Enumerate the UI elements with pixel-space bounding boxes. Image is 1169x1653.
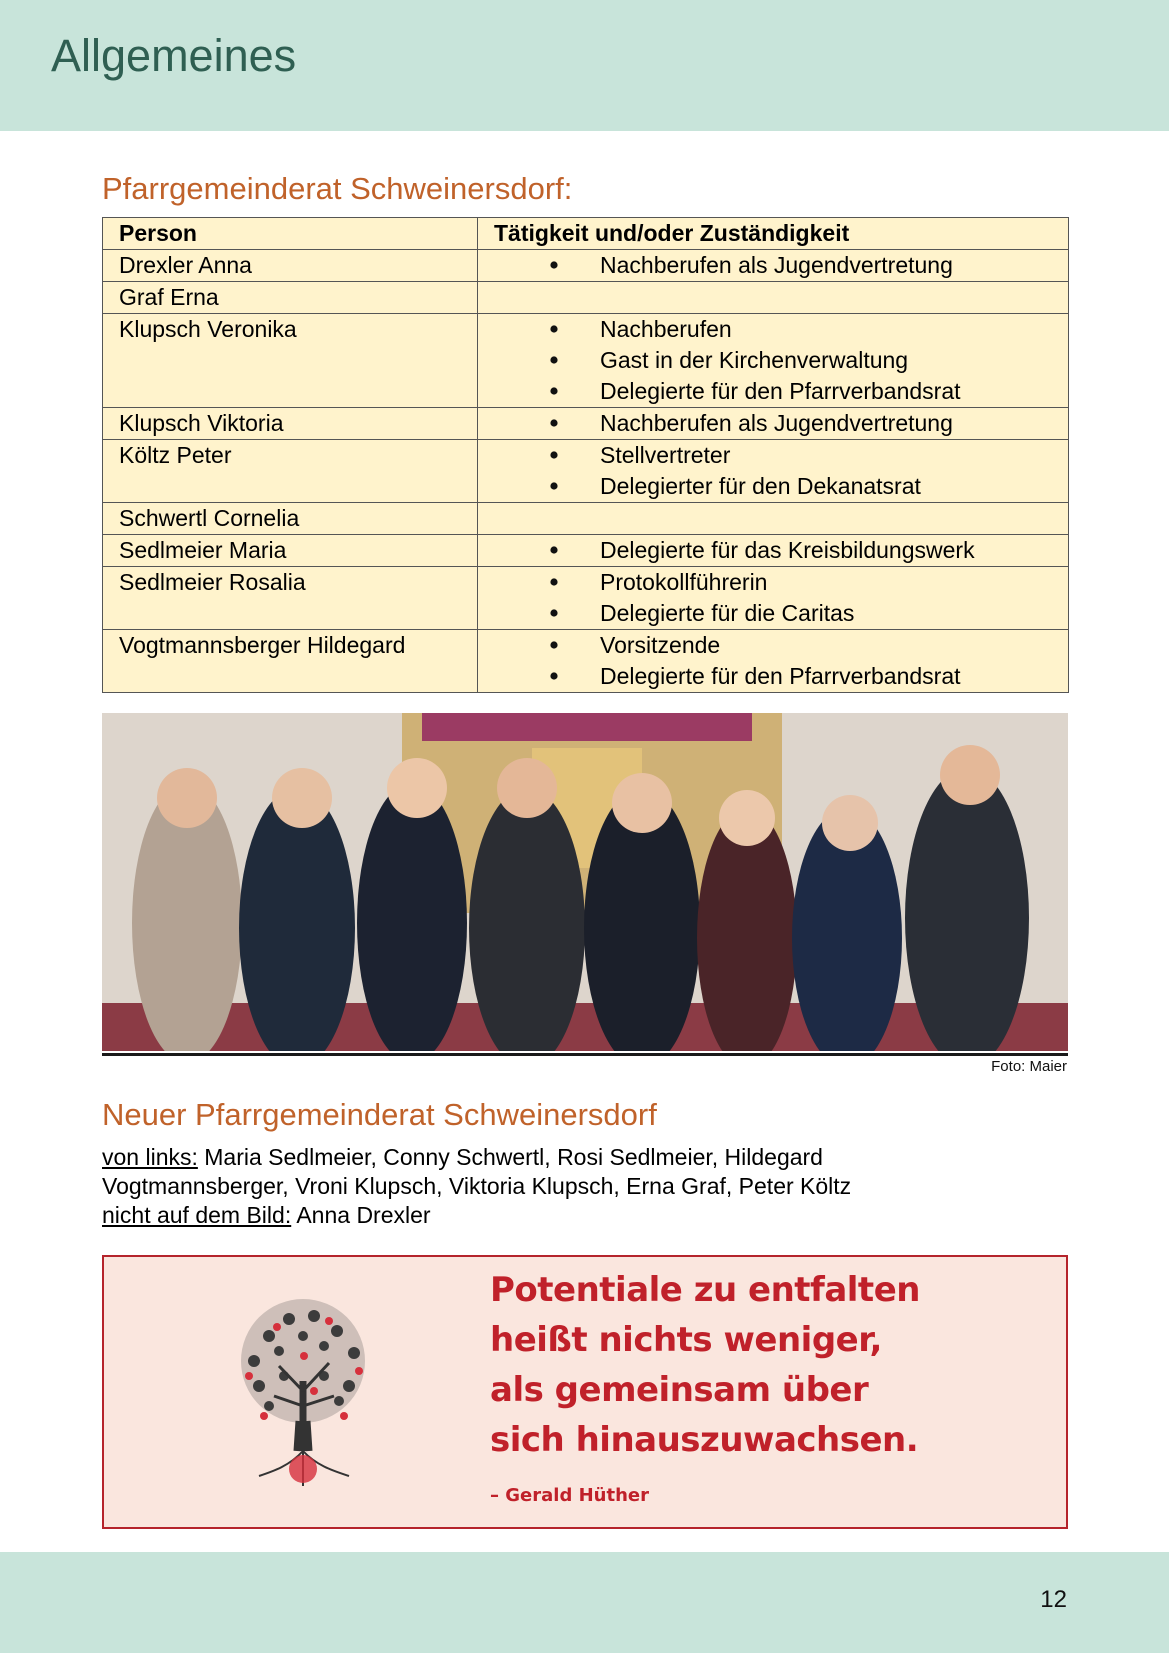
table-row: [103, 535, 1069, 567]
duty-text: Delegierte für das Kreisbildungswerk: [600, 537, 975, 563]
bullet-icon: [550, 641, 557, 648]
duty-item: [494, 661, 1068, 692]
duties-cell: [478, 440, 1069, 503]
duty-item: [494, 376, 1068, 407]
duty-item: [494, 598, 1068, 629]
duty-item: [494, 567, 1068, 598]
person-cell: Klupsch Veronika: [103, 314, 478, 408]
duty-item: [494, 408, 1068, 439]
table-row: [103, 250, 1069, 282]
table-row: [103, 630, 1069, 693]
quote-line: als gemeinsam über: [490, 1370, 869, 1410]
table-row: [103, 282, 1069, 314]
council-table-body: [103, 250, 1069, 693]
person-cell: Sedlmeier Maria: [103, 535, 478, 567]
bullet-icon: [550, 325, 557, 332]
footer-band: [0, 1552, 1169, 1653]
bullet-icon: [550, 578, 557, 585]
duties-cell: [478, 503, 1069, 535]
person-cell: Sedlmeier Rosalia: [103, 567, 478, 630]
council-table: [102, 217, 1069, 693]
duty-text: Nachberufen: [600, 316, 732, 342]
bullet-icon: [550, 672, 557, 679]
duties-cell: [478, 567, 1069, 630]
tree-icon: [219, 1291, 387, 1491]
duty-text: Stellvertreter: [600, 442, 731, 468]
caption-absent-text: Anna Drexler: [291, 1202, 431, 1228]
duty-item: [494, 471, 1068, 502]
duty-text: Protokollführerin: [600, 569, 768, 595]
bullet-icon: [550, 546, 557, 553]
group-photo: [102, 713, 1068, 1051]
table-header-row: [103, 218, 1069, 250]
duties-cell: [478, 282, 1069, 314]
duty-item: [494, 535, 1068, 566]
quote-author: – Gerald Hüther: [490, 1485, 649, 1506]
page-header-title: Allgemeines: [51, 30, 297, 81]
bullet-icon: [550, 419, 557, 426]
person-cell: Költz Peter: [103, 440, 478, 503]
caption-title: Neuer Pfarrgemeinderat Schweinersdorf: [102, 1097, 657, 1132]
person-cell: Schwertl Cornelia: [103, 503, 478, 535]
duties-cell: [478, 535, 1069, 567]
duty-text: Nachberufen als Jugendvertretung: [600, 410, 953, 436]
column-header-person: Person: [103, 218, 478, 250]
bullet-icon: [550, 609, 557, 616]
bullet-icon: [550, 482, 557, 489]
duty-item: [494, 630, 1068, 661]
bullet-icon: [550, 451, 557, 458]
duties-cell: [478, 314, 1069, 408]
duties-cell: [478, 408, 1069, 440]
duty-text: Delegierte für den Pfarrverbandsrat: [600, 663, 961, 689]
quote-box: [102, 1255, 1068, 1529]
person-cell: Drexler Anna: [103, 250, 478, 282]
duties-cell: [478, 630, 1069, 693]
duty-item: [494, 345, 1068, 376]
column-header-duties: Tätigkeit und/oder Zuständigkeit: [478, 218, 1069, 250]
quote-text: [490, 1265, 1050, 1465]
duty-item: [494, 250, 1068, 281]
person-cell: Graf Erna: [103, 282, 478, 314]
duty-text: Delegierte für den Pfarrverbandsrat: [600, 378, 961, 404]
table-row: [103, 503, 1069, 535]
person-cell: Klupsch Viktoria: [103, 408, 478, 440]
duty-text: Vorsitzende: [600, 632, 721, 658]
table-row: [103, 408, 1069, 440]
duty-text: Gast in der Kirchenverwaltung: [600, 347, 909, 373]
quote-line: heißt nichts weniger,: [490, 1320, 882, 1360]
person-cell: Vogtmannsberger Hildegard: [103, 630, 478, 693]
table-row: [103, 567, 1069, 630]
duty-text: Nachberufen als Jugendvertretung: [600, 252, 953, 278]
duty-text: Delegierter für den Dekanatsrat: [600, 473, 921, 499]
caption-absent-label: nicht auf dem Bild:: [102, 1202, 292, 1228]
caption-left-label: von links:: [102, 1144, 198, 1170]
duties-cell: [478, 250, 1069, 282]
quote-line: Potentiale zu entfalten: [490, 1270, 920, 1310]
duty-item: [494, 314, 1068, 345]
photo-credit: Foto: Maier: [991, 1058, 1067, 1075]
quote-line: sich hinauszuwachsen.: [490, 1420, 919, 1460]
duty-text: Delegierte für die Caritas: [600, 600, 855, 626]
caption-body: [102, 1143, 1002, 1230]
bullet-icon: [550, 261, 557, 268]
section-title: Pfarrgemeinderat Schweinersdorf:: [102, 171, 573, 206]
header-band: [0, 0, 1169, 131]
table-row: [103, 440, 1069, 503]
bullet-icon: [550, 356, 557, 363]
group-photo-illustration: [102, 713, 1068, 1051]
duty-item: [494, 440, 1068, 471]
table-row: [103, 314, 1069, 408]
photo-divider: [102, 1053, 1068, 1056]
page-number: 12: [1040, 1586, 1067, 1613]
caption-left-text: Maria Sedlmeier, Conny Schwertl, Rosi Sedlmeier, Hildegard Vogtmannsberger, Vroni Klupsch, Viktoria Klupsch, Erna Graf, Peter Költz: [102, 1144, 852, 1199]
bullet-icon: [550, 387, 557, 394]
